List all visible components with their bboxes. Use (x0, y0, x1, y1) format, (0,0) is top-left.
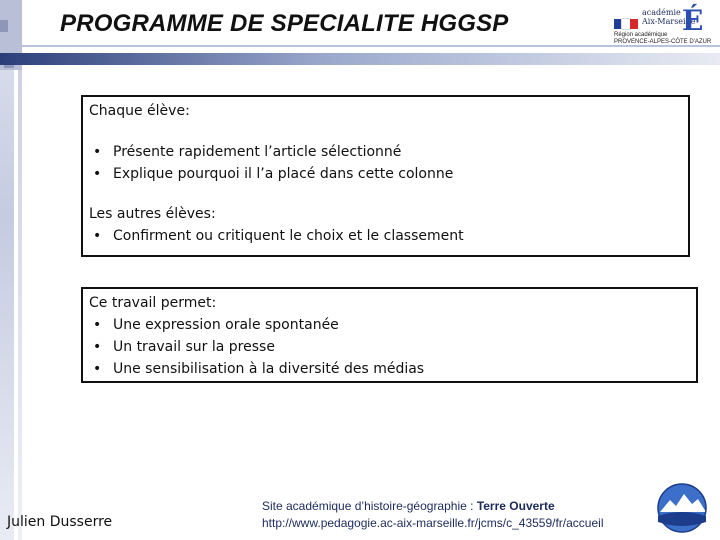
list-item: • Une sensibilisation à la diversité des médias (93, 361, 425, 377)
box2-heading: Ce travail permet: (89, 295, 217, 311)
site-name: Terre Ouverte (476, 499, 555, 513)
left-decor-strip (0, 0, 14, 540)
list-item: • Un travail sur la presse (93, 339, 275, 355)
list-item: • Présente rapidement l’article sélectionné (93, 144, 402, 160)
logo-letter: É (682, 4, 704, 37)
logo-academie-text: académie Aix-Marseille (642, 8, 696, 26)
academie-logo (612, 6, 712, 50)
flag-icon (614, 16, 640, 26)
list-item: • Une expression orale spontanée (93, 317, 339, 333)
logo-region-text: Région académique PROVENCE-ALPES-CÔTE D'AZUR (614, 32, 712, 45)
box2-bullet-list (89, 314, 690, 380)
site-credit-prefix: Site académique d’histoire-géographie : (262, 499, 477, 513)
decor-square (0, 20, 8, 32)
site-url[interactable]: http://www.pedagogie.ac-aix-marseille.fr/jcms/c_43559/fr/accueil (262, 516, 604, 530)
left-decor-strip-thin (18, 0, 22, 540)
site-credit (262, 499, 555, 513)
page-title: PROGRAMME DE SPECIALITE HGGSP (60, 10, 509, 37)
box1-bullet-list-2 (89, 225, 682, 247)
list-item: • Explique pourquoi il l’a placé dans cette colonne (93, 166, 454, 182)
title-rule (0, 53, 720, 65)
list-item: • Confirment ou critiquent le choix et le classement (93, 228, 464, 244)
box1-heading2: Les autres élèves: (89, 206, 216, 222)
students-instructions-box (81, 95, 690, 257)
box1-heading: Chaque élève: (89, 103, 190, 119)
author-name: Julien Dusserre (7, 514, 113, 530)
benefits-box (81, 287, 698, 383)
box1-bullet-list (89, 141, 682, 185)
terre-ouverte-logo (652, 482, 712, 534)
